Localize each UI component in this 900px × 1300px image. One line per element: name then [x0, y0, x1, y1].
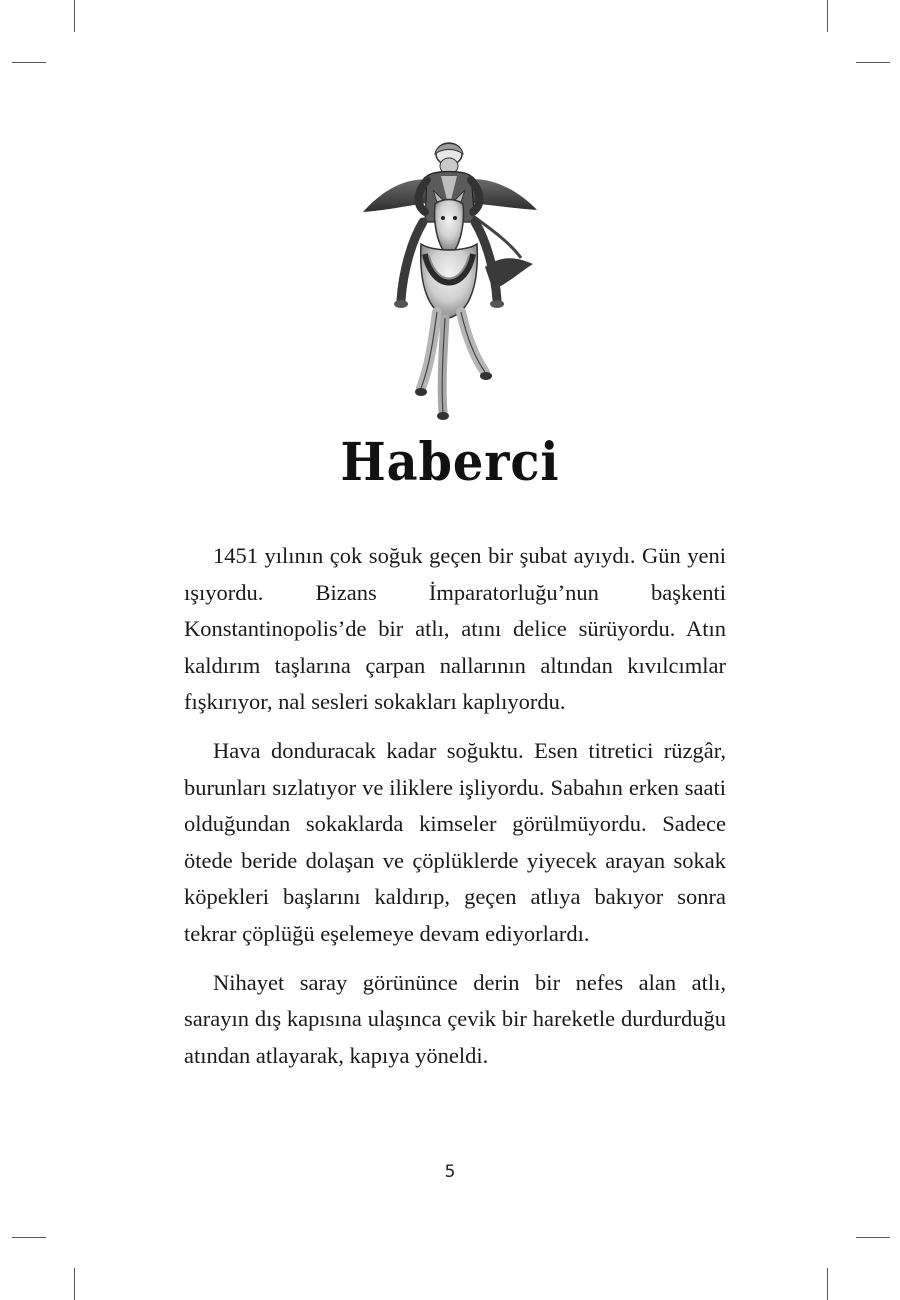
- crop-mark-bottom-right: [827, 1268, 828, 1300]
- paragraph-3: Nihayet saray görününce derin bir nefes alan atlı, sarayın dış kapısına ulaşınca çevik bir hareketle durdurduğu atından atlayarak, kapıya yöneldi.: [184, 969, 726, 1068]
- crop-mark-right-bottom: [856, 1237, 890, 1238]
- horseman-illustration: [355, 132, 545, 432]
- crop-mark-bottom-left: [74, 1268, 75, 1300]
- crop-mark-top-right: [827, 0, 828, 32]
- crop-mark-right-top: [856, 62, 890, 63]
- page-number: 5: [444, 1162, 456, 1182]
- paragraph-2: Hava donduracak kadar soğuktu. Esen titretici rüzgâr, burunları sızlatıyor ve iliklere işliyordu. Sabahın erken saati olduğundan sokaklarda kimseler görülmüyordu. Sadece ötede beride dolaşan ve çöplüklerde yiyecek arayan sokak köpekleri başlarını kaldırıp, geçen atlıya bakıyor sonra tekrar çöplüğü eşelemeye devam ediyorlardı.: [184, 737, 726, 946]
- chapter-body: [184, 538, 726, 1086]
- paragraph-1: 1451 yılının çok soğuk geçen bir şubat ayıydı. Gün yeni ışıyordu. Bizans İmparatorluğu’nun başkenti Konstantinopolis’de bir atlı, atını delice sürüyordu. Atın kaldırım taşlarına çarpan nallarının altından kıvılcımlar fışkırıyor, nal sesleri sokakları kaplıyordu.: [184, 543, 726, 715]
- crop-mark-left-top: [12, 62, 46, 63]
- crop-mark-top-left: [74, 0, 75, 32]
- crop-mark-left-bottom: [12, 1237, 46, 1238]
- chapter-title: Haberci: [340, 432, 560, 493]
